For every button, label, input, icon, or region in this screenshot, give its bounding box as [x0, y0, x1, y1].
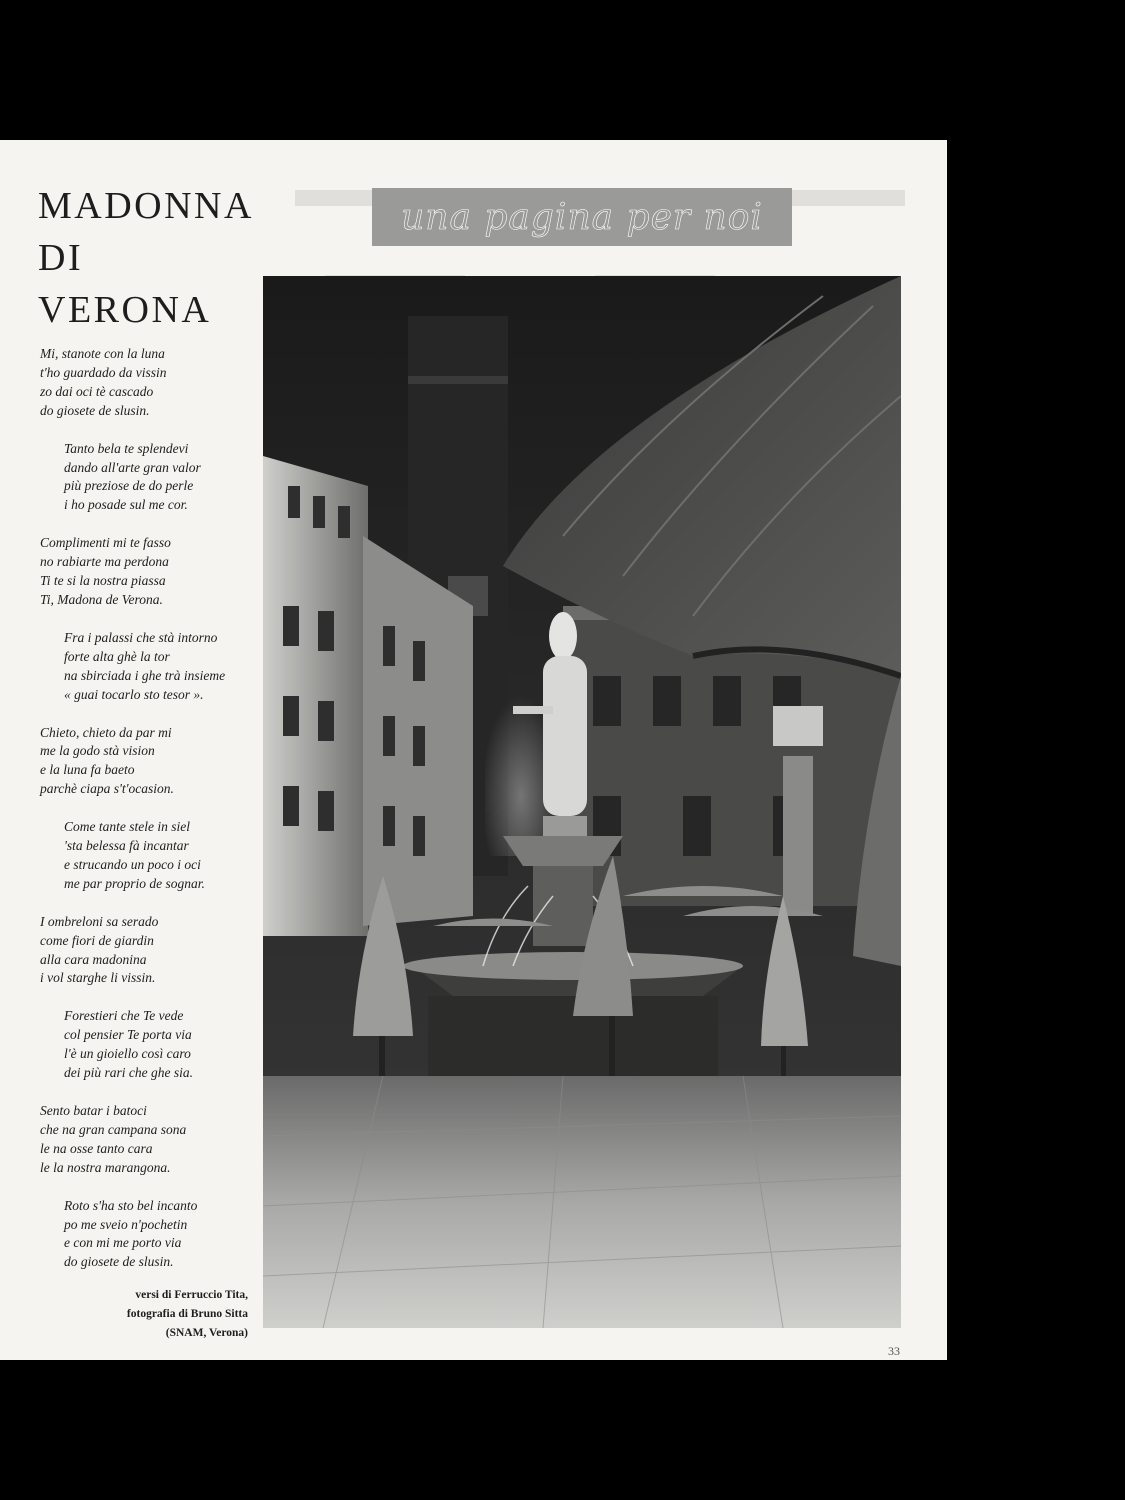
poem-line: me par proprio de sognar.: [64, 875, 205, 891]
poem-line: Ti, Madona de Verona.: [40, 591, 163, 607]
poem-line: « guai tocarlo sto tesor ».: [64, 686, 204, 702]
poem-stanza: [40, 345, 255, 421]
poem-line: col pensier Te porta via: [64, 1027, 192, 1043]
poem-stanza: [40, 724, 255, 800]
poem-stanza: [40, 440, 255, 516]
poem-stanza: [40, 913, 255, 989]
poem-line: dando all'arte gran valor: [64, 459, 201, 475]
poem-line: Come tante stele in siel: [64, 819, 190, 835]
poem-line: do giosete de slusin.: [40, 402, 150, 418]
credit-verses: versi di Ferruccio Tita,: [135, 1289, 248, 1301]
section-banner-text: una pagina per noi: [401, 196, 763, 238]
article-title: [38, 180, 253, 336]
poem-line: e con mi me porto via: [64, 1235, 182, 1251]
poem-line: Tanto bela te splendevi: [64, 440, 189, 456]
poem-line: Chieto, chieto da par mi: [40, 724, 172, 740]
poem-line: Fra i palassi che stà intorno: [64, 629, 218, 645]
poem: [40, 345, 255, 1291]
poem-stanza: [40, 818, 255, 894]
poem-line: che na gran campana sona: [40, 1121, 187, 1137]
credit-photo: fotografia di Bruno Sitta: [126, 1308, 248, 1320]
poem-line: 'sta belessa fà incantar: [64, 838, 189, 854]
poem-line: Roto s'ha sto bel incanto: [64, 1197, 198, 1213]
poem-line: na sbirciada i ghe trà insieme: [64, 667, 226, 683]
poem-line: po me sveio n'pochetin: [64, 1216, 188, 1232]
poem-line: più preziose de do perle: [64, 478, 194, 494]
poem-stanza: [40, 534, 255, 610]
poem-line: l'è un gioiello così caro: [64, 1046, 191, 1062]
poem-line: le na osse tanto cara: [40, 1140, 153, 1156]
poem-line: le la nostra marangona.: [40, 1159, 171, 1175]
poem-line: alla cara madonina: [40, 951, 147, 967]
poem-line: Complimenti mi te fasso: [40, 535, 171, 551]
poem-stanza: [40, 1102, 255, 1178]
poem-line: me la godo stà vision: [40, 743, 155, 759]
poem-line: Ti te si la nostra piassa: [40, 573, 166, 589]
poem-line: do giosete de slusin.: [64, 1254, 174, 1270]
poem-line: no rabiarte ma perdona: [40, 554, 169, 570]
poem-line: I ombreloni sa serado: [40, 913, 159, 929]
poem-line: come fiori de giardin: [40, 932, 154, 948]
poem-line: e strucando un poco i oci: [64, 856, 201, 872]
poem-stanza: [40, 629, 255, 705]
poem-line: i ho posade sul me cor.: [64, 497, 188, 513]
poem-stanza: [40, 1197, 255, 1273]
poem-stanza: [40, 1007, 255, 1083]
section-banner: [372, 188, 792, 246]
poem-line: Sento batar i batoci: [40, 1103, 147, 1118]
poem-line: e la luna fa baeto: [40, 762, 135, 778]
poem-line: Mi, stanote con la luna: [40, 346, 165, 361]
poem-line: t'ho guardado da vissin: [40, 364, 167, 380]
title-line-2: DI VERONA: [38, 237, 212, 331]
page-number: 33: [888, 1344, 900, 1358]
poem-line: zo dai oci tè cascado: [40, 383, 154, 399]
poem-line: Forestieri che Te vede: [64, 1008, 184, 1024]
fountain-photograph: [263, 276, 901, 1328]
poem-line: i vol starghe li vissin.: [40, 970, 156, 986]
magazine-page: [0, 140, 947, 1360]
credits: [40, 1286, 248, 1343]
poem-line: forte alta ghè la tor: [64, 648, 170, 664]
photo-illustration: [263, 276, 901, 1328]
poem-line: parchè ciapa s't'ocasion.: [40, 781, 174, 797]
title-line-1: MADONNA: [38, 185, 254, 227]
poem-line: dei più rari che ghe sia.: [64, 1065, 193, 1081]
credit-source: (SNAM, Verona): [165, 1327, 248, 1339]
